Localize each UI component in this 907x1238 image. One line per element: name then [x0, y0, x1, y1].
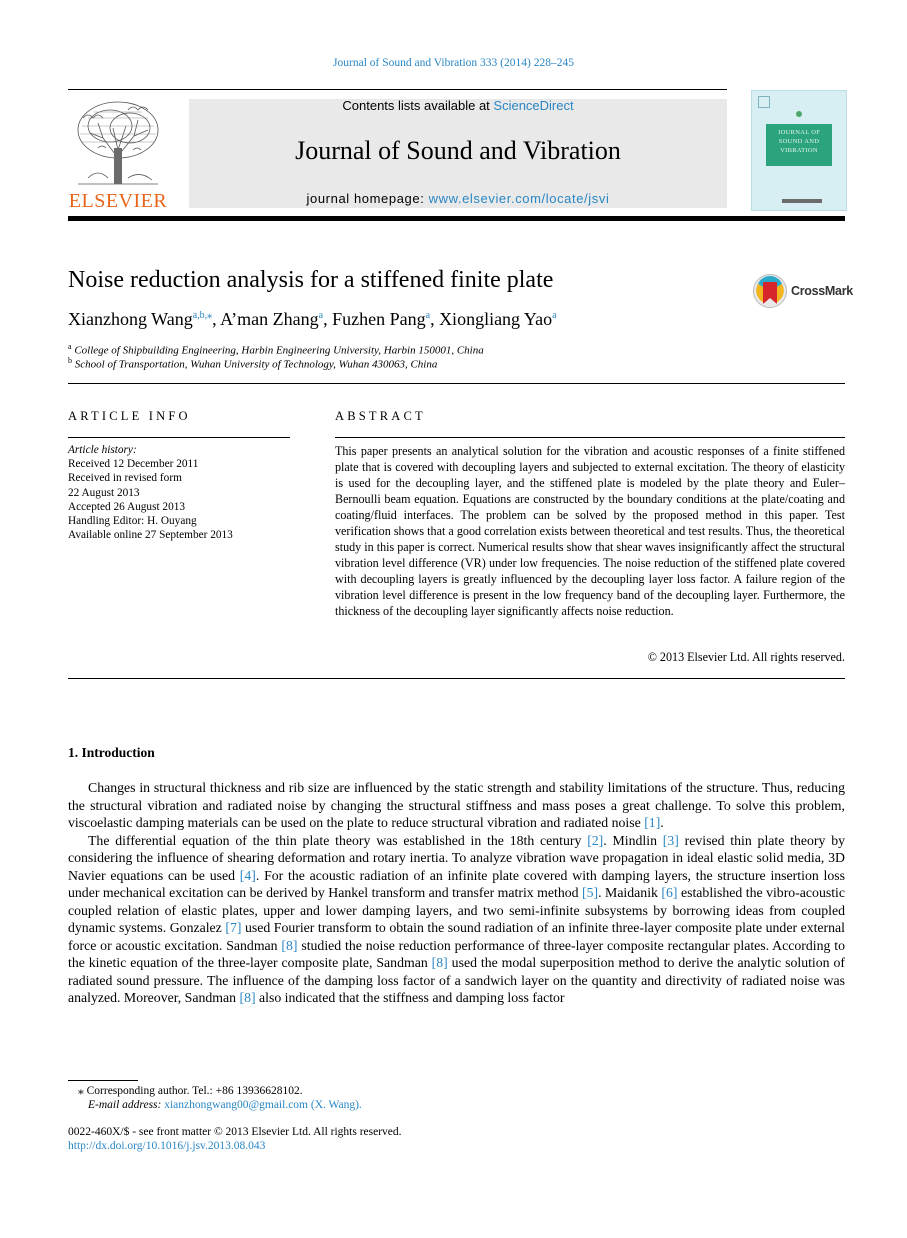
citation-link[interactable]: [2]: [587, 832, 604, 848]
author-list: [68, 309, 557, 330]
footnote-rule: [68, 1080, 138, 1081]
introduction-body: [68, 779, 845, 1007]
citation-link[interactable]: [8]: [281, 937, 298, 953]
affiliation-mark: b: [68, 356, 72, 365]
homepage-line: [189, 191, 727, 206]
email-note: [88, 1099, 362, 1111]
affiliation-b: [68, 356, 437, 371]
history-line: Available online 27 September 2013: [68, 529, 233, 542]
citation-link[interactable]: [4]: [239, 867, 256, 883]
body-paragraph: The differential equation of the thin plate theory was established in the 18th century [2]. Mindlin [3] revised thin plate theory by considering the influence of shearing deformation and rotary inertia. To analyze vibration wave propagation in ideal elastic solid media, 3D Navier equations can be used [4]. For the acoustic radiation of an infinite plate covered with damping layers, the structure insertion loss under mechanical excitation can be derived by Hankel transform and transfer matrix method [5]. Maidanik [6] established the vibro-acoustic coupled relation of elastic plates, upper and lower damping layers, and two semi-infinite subsystems by borrowing ideas from coupled dynamic systems. Gonzalez [7] used Fourier transform to obtain the sound radiation of an infinite three-layer composite plate under external force or acoustic excitation. Sandman [8] studied the noise reduction performance of three-layer composite rectangular plates. According to the kinetic equation of the three-layer composite plate, Sandman [8] used the modal superposition method to derive the analytic solution of radiated sound pressure. The influence of the damping loss factor of a sandwich layer on the quantity and directivity of radiated noise was analyzed. Moreover, Sandman [8] also indicated that the stiffness and damping loss factor: [68, 832, 846, 1005]
author-name[interactable]: Xianzhong Wang: [68, 309, 193, 329]
corresponding-author-note: ⁎ Corresponding author. Tel.: +86 13936628102.: [78, 1085, 303, 1097]
corresponding-star[interactable]: ⁎: [207, 310, 213, 321]
running-head[interactable]: Journal of Sound and Vibration 333 (2014) 228–245: [333, 57, 574, 69]
citation-link[interactable]: [3]: [662, 832, 679, 848]
section-rule: [68, 678, 845, 679]
journal-cover-thumbnail-icon[interactable]: [751, 90, 847, 211]
article-info-rule: [68, 437, 290, 438]
contents-line: [189, 98, 727, 113]
citation-link[interactable]: [5]: [582, 885, 599, 900]
affiliation-text: School of Transportation, Wuhan University of Technology, Wuhan 430063, China: [74, 358, 438, 371]
author-affil-sup[interactable]: a: [552, 310, 557, 321]
affiliation-a: [68, 342, 484, 357]
author-affil-sup[interactable]: a: [425, 310, 431, 321]
history-line: Handling Editor: H. Ouyang: [68, 515, 197, 528]
history-line: 22 August 2013: [68, 486, 140, 499]
header-rule-thick: [68, 216, 845, 221]
contents-prefix: Contents lists available at: [342, 98, 494, 113]
homepage-link[interactable]: www.elsevier.com/locate/jsvi: [428, 191, 610, 206]
sciencedirect-link[interactable]: ScienceDirect: [493, 98, 574, 113]
issn-line: 0022-460X/$ - see front matter © 2013 Elsevier Ltd. All rights reserved.: [68, 1126, 402, 1138]
abstract-copyright: © 2013 Elsevier Ltd. All rights reserved.: [647, 650, 845, 664]
body-paragraph: Changes in structural thickness and rib size are influenced by the static strength and stability limitations of the structure. Thus, reducing the structural vibration and radiated noise by changing the structural stiffness and mass poses a great challenge. To solve this problem, viscoelastic damping materials can be used on the plate to reduce structural vibration and radiated noise [1].: [68, 780, 845, 830]
cover-mark: [758, 96, 770, 108]
journal-title[interactable]: Journal of Sound and Vibration: [295, 136, 621, 165]
author-name[interactable]: Fuzhen Pang: [332, 309, 426, 329]
article-history: [68, 443, 233, 542]
author-name[interactable]: Xiongliang Yao: [439, 309, 553, 329]
abstract-rule: [335, 437, 845, 438]
affiliation-text: College of Shipbuilding Engineering, Harbin Engineering University, Harbin 150001, China: [74, 344, 484, 357]
author-sep: ,: [323, 309, 333, 329]
elsevier-wordmark[interactable]: ELSEVIER: [68, 190, 168, 212]
article-info-heading: ARTICLE INFO: [68, 409, 191, 423]
author-name[interactable]: A’man Zhang: [220, 309, 319, 329]
header-rule: [68, 89, 727, 90]
history-label: Article history:: [68, 444, 137, 456]
doi-link[interactable]: http://dx.doi.org/10.1016/j.jsv.2013.08.043: [68, 1140, 266, 1152]
author-sep: ,: [212, 309, 221, 329]
history-line: Accepted 26 August 2013: [68, 500, 186, 513]
author-sep: ,: [430, 309, 440, 329]
cover-footer: [782, 199, 822, 203]
email-link[interactable]: xianzhongwang00@gmail.com (X. Wang).: [164, 1099, 362, 1111]
cover-dot: [796, 111, 802, 117]
section-heading: 1. Introduction: [68, 745, 155, 760]
article-title: Noise reduction analysis for a stiffened finite plate: [68, 267, 554, 293]
crossmark-label[interactable]: CrossMark: [791, 284, 853, 298]
author-affil-sup[interactable]: a: [318, 310, 324, 321]
affiliation-mark: a: [68, 342, 72, 351]
abstract-heading: ABSTRACT: [335, 409, 426, 423]
history-line: Received 12 December 2011: [68, 458, 199, 471]
citation-link[interactable]: [1]: [644, 815, 661, 830]
homepage-prefix: journal homepage:: [306, 191, 429, 206]
cover-title: JOURNAL OF SOUND AND VIBRATION: [766, 124, 832, 166]
citation-link[interactable]: [8]: [239, 990, 256, 1005]
citation-link[interactable]: [7]: [225, 920, 242, 935]
history-line: Received in revised form: [68, 472, 182, 485]
citation-link[interactable]: [6]: [661, 885, 678, 900]
author-affil-sup[interactable]: a,b,: [192, 310, 208, 321]
section-rule: [68, 383, 845, 384]
abstract-text: This paper presents an analytical solution for the vibration and acoustic responses of a finite stiffened plate that is covered with decoupling layers and subjected to external excitation. The theory of elasticity is used for the decoupling layer, and the stiffened plate is modeled by the plate theory and Euler–Bernoulli beam equation. Equations are constructed by the boundary conditions at the plate/coating and coating/fluid interfaces. The problem can be solved by the proposed method in this paper. Test verification shows that a good correlation exists between theoretical and test results. Thus, the theoretical study in this paper is correct. Numerical results show that shear waves insignificantly affect the structural vibration level difference (VR) under low frequencies. The noise reduction of the stiffened plate covered with decoupling layers is greatly influenced by the decoupling layer loss factor. A failure region of the vibration level difference is present in the low frequency band of the decoupling layer. Furthermore, the thickness of the decoupling layer significantly affects noise reduction.: [335, 444, 845, 618]
citation-link[interactable]: [8]: [431, 955, 448, 970]
email-label: E-mail address:: [88, 1099, 165, 1111]
